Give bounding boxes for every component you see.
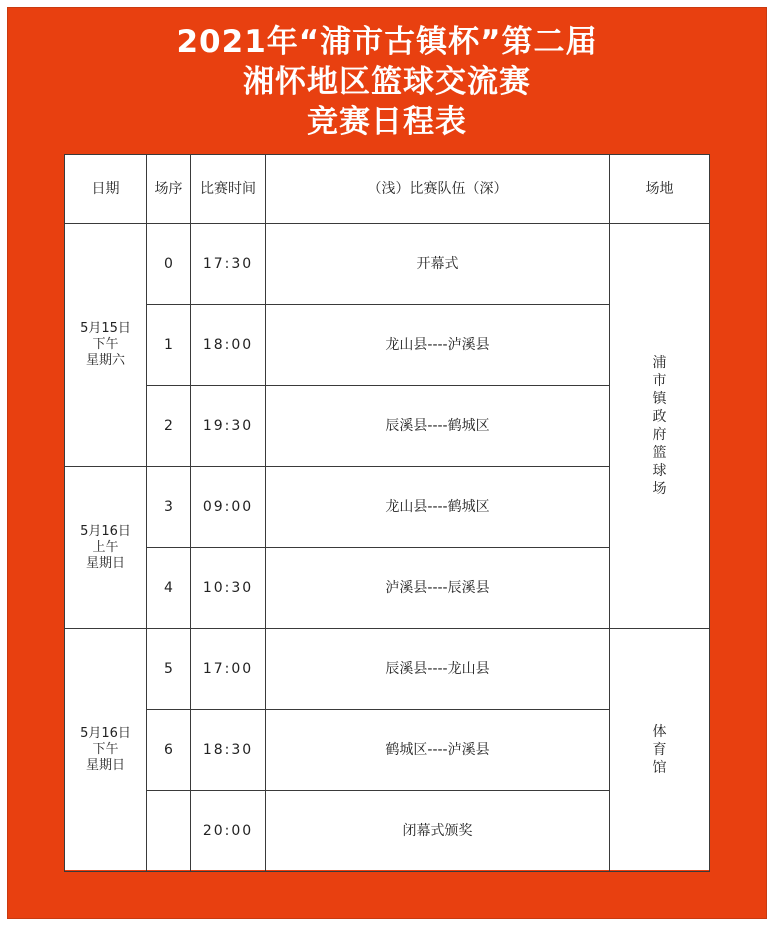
date-line: 上午 <box>92 539 119 555</box>
teams-cell: 鹤城区----泸溪县 <box>266 710 610 791</box>
date-cell <box>65 224 147 467</box>
title-line-3: 竞赛日程表 <box>307 104 467 140</box>
table-row <box>65 629 710 710</box>
time-cell: 20:00 <box>191 791 266 872</box>
table-row <box>65 224 710 305</box>
date-line: 星期日 <box>85 758 125 773</box>
schedule-sheet <box>64 154 709 870</box>
header-time: 比赛时间 <box>191 155 266 224</box>
schedule-table <box>64 154 710 872</box>
teams-cell: 龙山县----泸溪县 <box>266 305 610 386</box>
time-cell: 18:30 <box>191 710 266 791</box>
date-line: 星期日 <box>85 555 125 571</box>
teams-cell: 开幕式 <box>266 224 610 305</box>
order-cell: 3 <box>147 467 191 548</box>
venue-name: 浦 市 镇 政 府 篮 球 场 <box>652 355 667 497</box>
time-cell: 17:00 <box>191 629 266 710</box>
title-line-2: 湘怀地区篮球交流赛 <box>243 64 531 100</box>
date-line: 5月16日 <box>80 523 131 539</box>
venue-name: 体 育 馆 <box>652 724 667 776</box>
date-line: 下午 <box>92 742 119 757</box>
header-teams: （浅）比赛队伍（深） <box>266 155 610 224</box>
time-cell: 18:00 <box>191 305 266 386</box>
order-cell: 5 <box>147 629 191 710</box>
date-cell <box>65 467 147 629</box>
date-line: 5月16日 <box>80 726 131 741</box>
time-cell: 09:00 <box>191 467 266 548</box>
order-cell: 4 <box>147 548 191 629</box>
time-cell: 19:30 <box>191 386 266 467</box>
header-order: 场序 <box>147 155 191 224</box>
teams-cell: 泸溪县----辰溪县 <box>266 548 610 629</box>
order-cell: 0 <box>147 224 191 305</box>
header-row <box>65 155 710 224</box>
date-line: 星期六 <box>85 353 125 368</box>
order-cell <box>147 791 191 872</box>
teams-cell: 辰溪县----龙山县 <box>266 629 610 710</box>
teams-cell: 辰溪县----鹤城区 <box>266 386 610 467</box>
order-cell: 1 <box>147 305 191 386</box>
venue-cell <box>610 629 710 872</box>
order-cell: 2 <box>147 386 191 467</box>
venue-cell <box>610 224 710 629</box>
date-cell <box>65 629 147 872</box>
order-cell: 6 <box>147 710 191 791</box>
date-line: 下午 <box>92 337 119 352</box>
title-line-1: 2021年“浦市古镇杯”第二届 <box>176 24 598 60</box>
time-cell: 17:30 <box>191 224 266 305</box>
date-line: 5月15日 <box>80 321 131 336</box>
teams-cell: 闭幕式颁奖 <box>266 791 610 872</box>
poster-title <box>8 22 766 142</box>
teams-cell: 龙山县----鹤城区 <box>266 467 610 548</box>
time-cell: 10:30 <box>191 548 266 629</box>
header-venue: 场地 <box>610 155 710 224</box>
header-date: 日期 <box>65 155 147 224</box>
